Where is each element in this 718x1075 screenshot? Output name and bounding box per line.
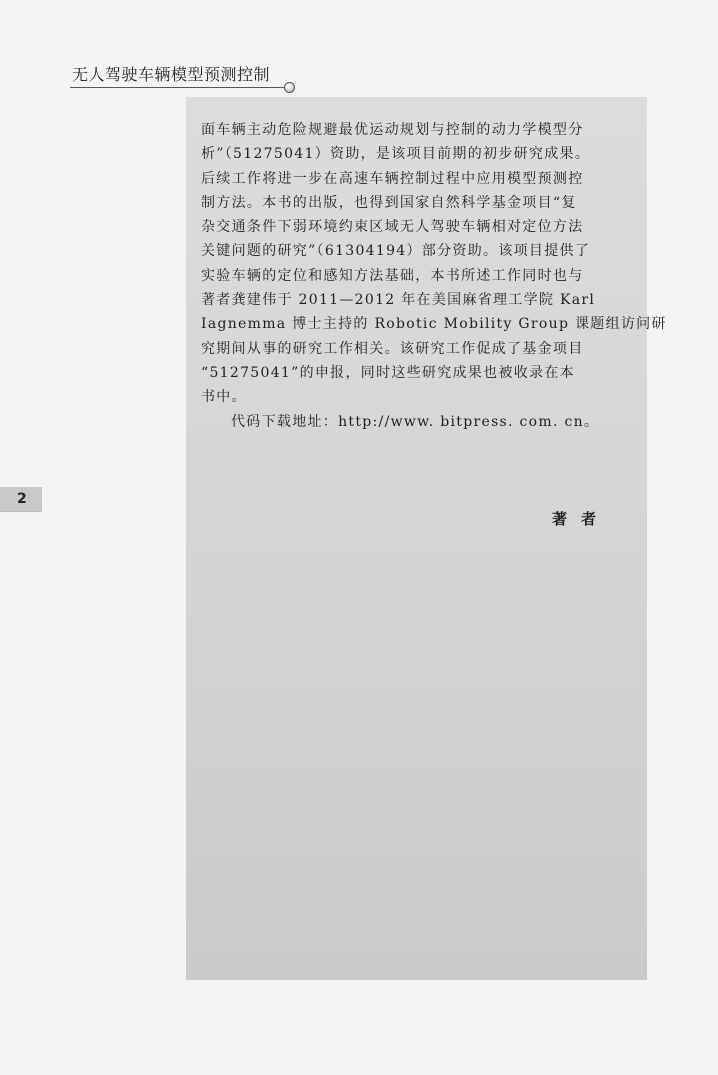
header-circle-ornament (284, 82, 295, 93)
preface-body-text (201, 118, 667, 434)
body-line: 究期间从事的研究工作相关。该研究工作促成了基金项目 (201, 340, 584, 357)
body-line: 后续工作将进一步在高速车辆控制过程中应用模型预测控 (201, 170, 584, 187)
body-line: Iagnemma 博士主持的 Robotic Mobility Group 课题组访问研 (201, 316, 667, 333)
code-download-line: 代码下载地址：http://www. bitpress. com. cn。 (231, 413, 600, 430)
body-line: 析”（51275041）资助，是该项目前期的初步研究成果。 (201, 146, 591, 163)
body-line: 关键问题的研究”（61304194）部分资助。该项目提供了 (201, 243, 591, 260)
header-rule (70, 87, 288, 88)
running-header-title: 无人驾驶车辆模型预测控制 (72, 65, 271, 84)
body-line: 杂交通条件下弱环境约束区域无人驾驶车辆相对定位方法 (201, 219, 584, 236)
body-line: 实验车辆的定位和感知方法基础，本书所述工作同时也与 (201, 267, 584, 284)
body-line: 面车辆主动危险规避最优运动规划与控制的动力学模型分 (201, 122, 584, 138)
body-line: 著者龚建伟于 2011—2012 年在美国麻省理工学院 Karl (201, 292, 596, 309)
body-line: 制方法。本书的出版，也得到国家自然科学基金项目“复 (201, 194, 577, 211)
page-tab-underline (0, 511, 42, 512)
author-signature: 著者 (552, 510, 611, 528)
body-line: 书中。 (201, 389, 247, 406)
page-number: 2 (17, 491, 27, 507)
body-line: “51275041”的申报，同时这些研究成果也被收录在本 (201, 364, 575, 381)
